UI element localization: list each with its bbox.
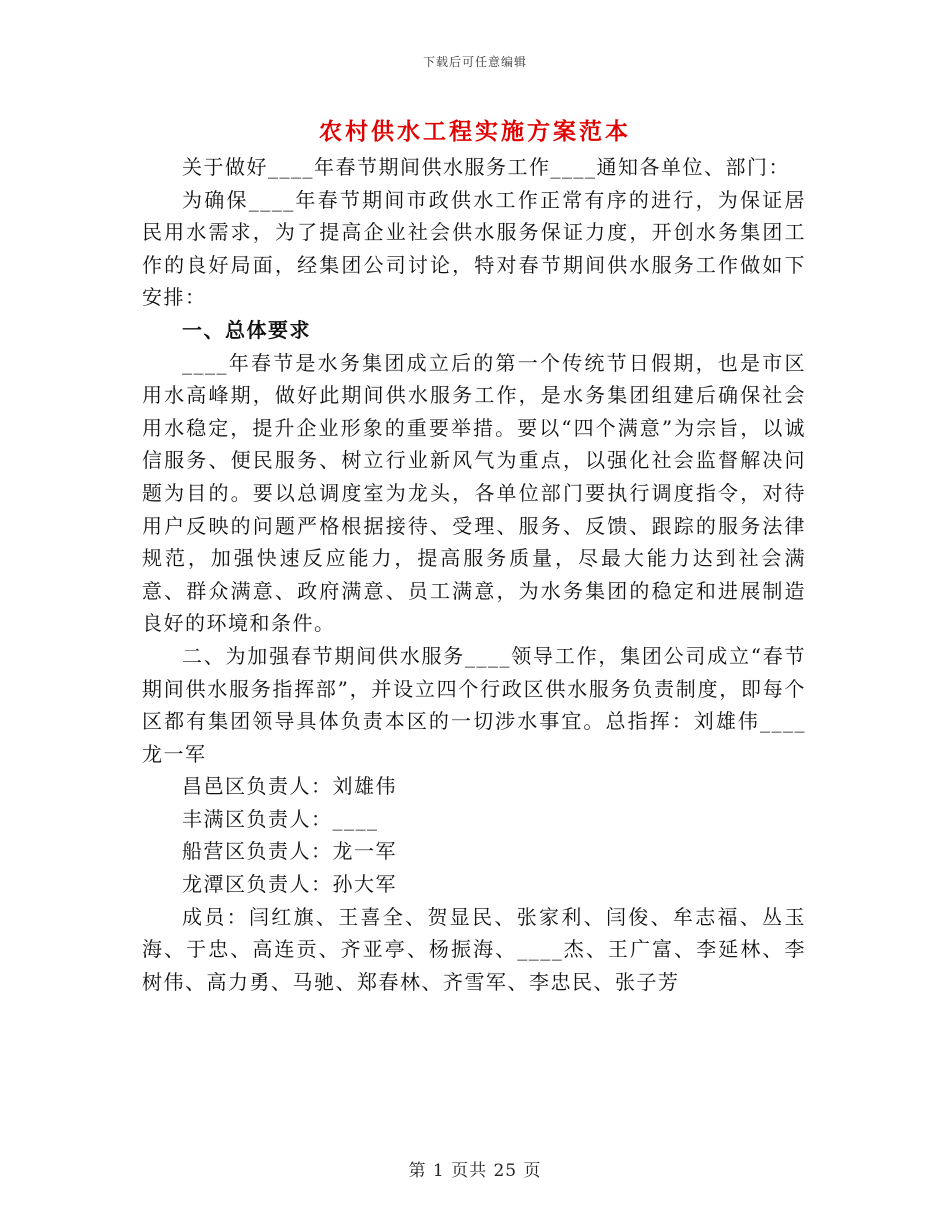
paragraph-chuanying-lead: 船营区负责人：龙一军 xyxy=(182,839,397,864)
document-body xyxy=(142,151,806,998)
header-note: 下载后可任意编辑 xyxy=(422,55,527,69)
paragraph-leadership: 二、为加强春节期间供水服务____领导工作，集团公司成立“春节期间供水服务指挥部”，并设立四个行政区供水服务负责制度，即每个区都有集团领导具体负责本区的一切涉水事宜。总指挥：刘雄伟____龙一军 xyxy=(142,643,806,766)
paragraph-notice: 关于做好____年春节期间供水服务工作____通知各单位、部门： xyxy=(182,155,790,179)
paragraph-fengman-lead: 丰满区负责人：____ xyxy=(182,806,379,831)
paragraph-changyi-lead: 昌邑区负责人：刘雄伟 xyxy=(182,774,397,799)
section-heading-general-requirements: 一、总体要求 xyxy=(182,317,311,342)
paragraph-general-requirements: ____年春节是水务集团成立后的第一个传统节日假期，也是市区用水高峰期，做好此期间供水服务工作，是水务集团组建后确保社会用水稳定，提升企业形象的重要举措。要以“四个满意”为宗旨，以诚信服务、便民服务、树立行业新风气为重点，以强化社会监督解决问题为目的。要以总调度室为龙头，各单位部门要执行调度指令，对待用户反映的问题严格根据接待、受理、服务、反馈、跟踪的服务法律规范，加强快速反应能力，提高服务质量，尽最大能力达到社会满意、群众满意、政府满意、员工满意，为水务集团的稳定和进展制造良好的环境和条件。 xyxy=(142,350,806,636)
paragraph-longtan-lead: 龙潭区负责人：孙大军 xyxy=(182,872,397,897)
document-title: 农村供水工程实施方案范本 xyxy=(319,118,631,145)
page-footer: 第 1 页共 25 页 xyxy=(408,1161,542,1181)
paragraph-members: 成员：闫红旗、王喜全、贺显民、张家利、闫俊、牟志福、丛玉海、于忠、高连贡、齐亚亭、杨振海、____杰、王广富、李延林、李树伟、高力勇、马驰、郑春林、齐雪军、李忠民、张子芳 xyxy=(142,904,806,994)
paragraph-intro: 为确保____年春节期间市政供水工作正常有序的进行，为保证居民用水需求，为了提高企业社会供水服务保证力度，开创水务集团工作的良好局面，经集团公司讨论，特对春节期间供水服务工作做如下安排： xyxy=(142,187,806,310)
